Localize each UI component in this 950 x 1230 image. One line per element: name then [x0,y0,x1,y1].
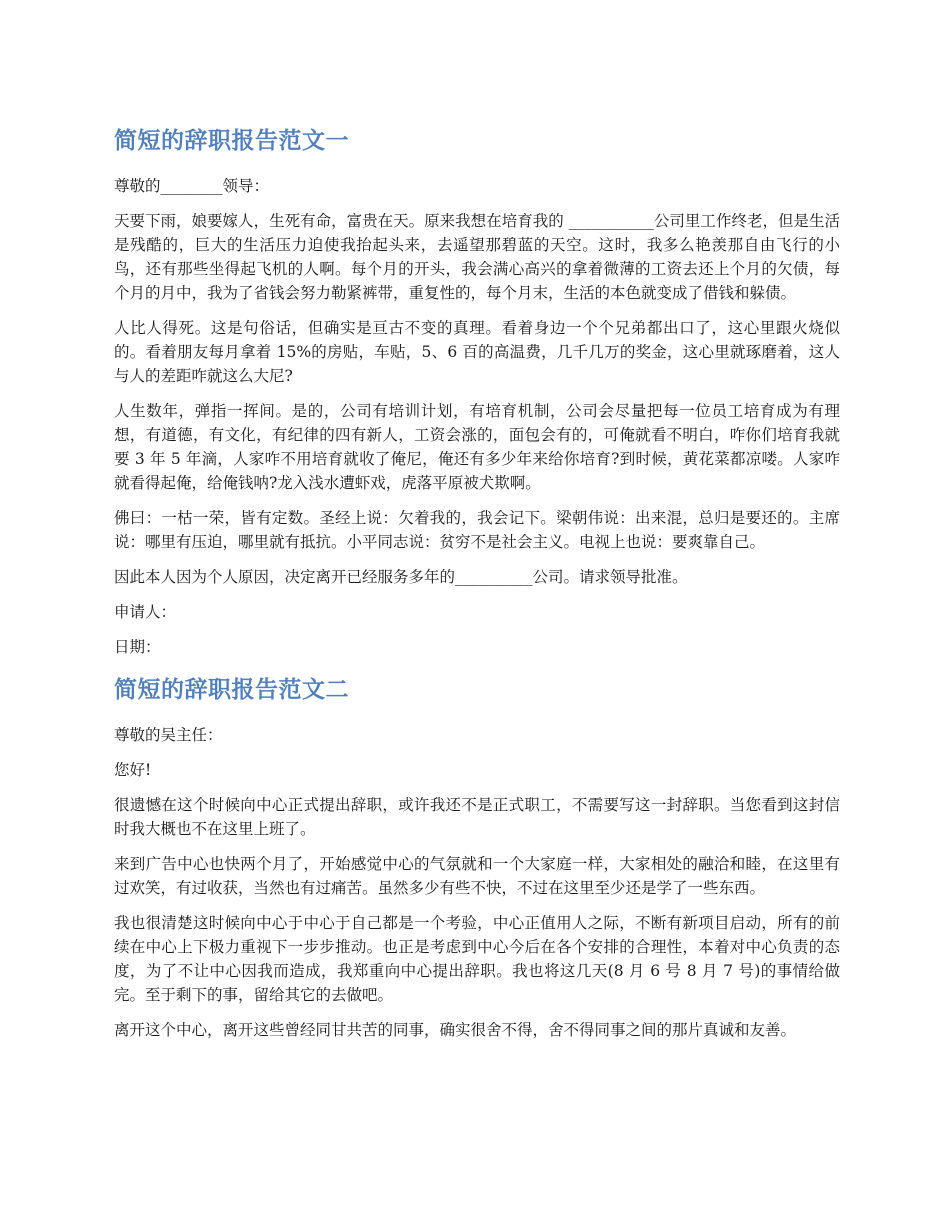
greeting: 您好! [114,761,152,779]
paragraph: 佛曰：一枯一荣，皆有定数。圣经上说：欠着我的，我会记下。梁朝伟说：出来混，总归是要还的。主席说：哪里有压迫，哪里就有抵抗。小平同志说：贫穷不是社会主义。电视上也说：要爽靠自己。 [114,509,840,551]
paragraph: 人比人得死。这是句俗话，但确实是亘古不变的真理。看着身边一个个兄弟都出口了，这心里跟火烧似的。看着朋友每月拿着 15%的房贴，车贴，5、6 百的高温费，几千几万的奖金，这心里就琢磨着，这人与人的差距咋就这么大尼? [114,319,840,385]
salutation-1: 尊敬的________领导： [114,177,270,195]
paragraph: 我也很清楚这时候向中心于中心于自己都是一个考验，中心正值用人之际，不断有新项目启动，所有的前续在中心上下极力重视下一步步推动。也正是考虑到中心今后在各个安排的合理性，本着对中心负责的态度，为了不让中心因我而造成，我郑重向中心提出辞职。我也将这几天(8 月 6 号 8 月 7 号)的事情给做完。至于剩下的事，留给其它的去做吧。 [114,914,840,1004]
paragraph: 天要下雨，娘要嫁人，生死有命，富贵在天。原来我想在培育我的 ___________公司里工作终老，但是生活是残酷的，巨大的生活压力迫使我抬起头来，去遥望那碧蓝的天空。这时，我多么艳羡那自由飞行的小鸟，还有那些坐得起飞机的人啊。每个月的开头，我会满心高兴的拿着微薄的工资去还上个月的欠债，每个月的月中，我为了省钱会努力勒紧裤带，重复性的，每个月末，生活的本色就变成了借钱和躲债。 [114,212,840,302]
paragraph: 人生数年，弹指一挥间。是的，公司有培训计划，有培育机制，公司会尽量把每一位员工培育成为有理想，有道德，有文化，有纪律的四有新人，工资会涨的，面包会有的，可俺就看不明白，咋你们培育我就要 3 年 5 年滴，人家咋不用培育就收了俺尼，俺还有多少年来给你培育?到时候，黄花菜都凉喽。人家咋就看得起俺，给俺钱呐?龙入浅水遭虾戏，虎落平原被犬欺啊。 [114,402,840,492]
document-content [114,124,840,1053]
paragraph: 因此本人因为个人原因，决定离开已经服务多年的__________公司。请求领导批准。 [114,568,688,586]
paragraph: 离开这个中心，离开这些曾经同甘共苦的同事，确实很舍不得，舍不得同事之间的那片真诚和友善。 [114,1021,797,1039]
paragraph: 很遗憾在这个时候向中心正式提出辞职，或许我还不是正式职工，不需要写这一封辞职。当您看到这封信时我大概也不在这里上班了。 [114,796,840,838]
section-title-2: 简短的辞职报告范文二 [114,677,349,703]
paragraph: 来到广告中心也快两个月了，开始感觉中心的气氛就和一个大家庭一样，大家相处的融洽和睦，在这里有过欢笑，有过收获，当然也有过痛苦。虽然多少有些不快，不过在这里至少还是学了一些东西。 [114,855,840,897]
salutation-2: 尊敬的吴主任： [114,726,223,744]
section-title-1: 简短的辞职报告范文一 [114,128,349,154]
applicant-line: 申请人： [114,603,177,621]
date-line: 日期： [114,638,161,656]
